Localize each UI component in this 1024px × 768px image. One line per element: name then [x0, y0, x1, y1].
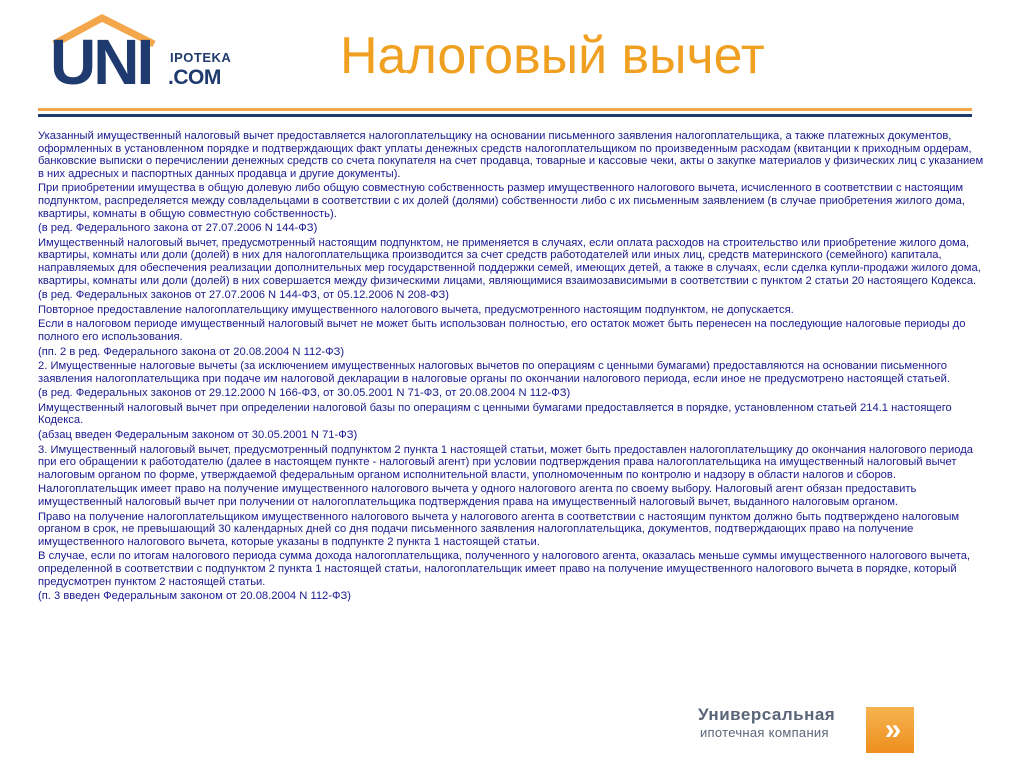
page-title: Налоговый вычет — [340, 27, 765, 85]
logo-com-text: .COM — [168, 66, 221, 89]
document-paragraph: В случае, если по итогам налогового периода сумма дохода налогоплательщика, полученного у налогового агента, оказалась меньше суммы имущественного налогового вычета, определенной в соответствии с подпунктом 2 пункта 1 настоящей статьи, налогоплательщик имеет право на получение имущественного налогового вычета в порядке, который предусмотрен пунктом 2 настоящей статьи. — [38, 550, 971, 588]
document-paragraph: Налогоплательщик имеет право на получение имущественного налогового вычета у одного налогового агента по своему выбору. Налоговый агент обязан предоставить имущественный налоговый вычет при получении от налогоплательщика подтверждения права на имущественный налоговый вычет, выданного налоговым органом. — [38, 483, 917, 509]
document-paragraph: Повторное предоставление налогоплательщику имущественного налогового вычета, предусмотренного настоящим подпунктом, не допускается. — [38, 303, 794, 316]
document-paragraph: (в ред. Федерального закона от 27.07.2006 N 144-ФЗ) — [38, 222, 318, 235]
document-paragraph: 3. Имущественный налоговый вычет, предусмотренный подпунктом 2 пункта 1 настоящей статьи, может быть предоставлен налогоплательщику до окончания налогового периода при его обращении к работодателю (далее в настоящем пункте - налоговый агент) при условии подтверждения права налогоплательщика на имущественный налоговый вычет налоговым органом по форме, утверждаемой федеральным органом исполнительной власти, уполномоченным по контролю и надзору в области налогов и сборов. — [38, 443, 974, 481]
header-rule-orange — [38, 108, 972, 111]
document-paragraph: (пп. 2 в ред. Федерального закона от 20.08.2004 N 112-ФЗ) — [38, 345, 345, 358]
document-paragraph: Имущественный налоговый вычет, предусмотренный настоящим подпунктом, не применяется в случаях, если оплата расходов на строительство или приобретение жилого дома, квартиры, комнаты или доли (долей) в них для налогоплательщика производится за счет средств работодателей или иных лиц, средств материнского (семейного) капитала, направляемых для обеспечения реализации дополнительных мер государственной поддержки семей, имеющих детей, а также в случаях, если сделка купли-продажи жилого дома, квартиры, комнаты или доли (долей) в них совершается между физическими лицами, являющимися взаимозависимыми в соответствии с пунктом 2 статьи 20 настоящего Кодекса. — [38, 236, 981, 287]
document-paragraph: (в ред. Федеральных законов от 27.07.2006 N 144-ФЗ, от 05.12.2006 N 208-ФЗ) — [38, 289, 449, 302]
company-brand — [698, 705, 835, 741]
document-paragraph: (п. 3 введен Федеральным законом от 20.08.2004 N 112-ФЗ) — [38, 590, 351, 603]
logo-ipoteka-text: IPOTEKA — [170, 50, 232, 65]
logo — [50, 14, 232, 98]
document-paragraph: (абзац введен Федеральным законом от 30.05.2001 N 71-ФЗ) — [38, 429, 358, 442]
document-paragraph: Имущественный налоговый вычет при определении налоговой базы по операциям с ценными бумагами предоставляется в порядке, установленном статьей 214.1 настоящего Кодекса. — [38, 401, 952, 427]
document-paragraph: При приобретении имущества в общую долевую либо общую совместную собственность размер имущественного налогового вычета, исчисленного в соответствии с настоящим подпунктом, распределяется между совладельцами в соответствии с их долей (долями) собственности либо с их письменным заявлением (в случае приобретения жилого дома, квартиры, комнаты в общую совместную собственность). — [38, 182, 965, 220]
double-chevron-right-icon: » — [866, 707, 914, 753]
document-paragraph: Если в налоговом периоде имущественный налоговый вычет не может быть использован полностью, его остаток может быть перенесен на последующие налоговые периоды до полного его использования. — [38, 318, 966, 343]
document-paragraph: Указанный имущественный налоговый вычет предоставляется налогоплательщику на основании письменного заявления налогоплательщика, а также платежных документов, оформленных в установленном порядке и подтверждающих факт уплаты денежных средств налогоплательщиком по произведенным расходам (квитанции к приходным ордерам, банковские выписки о перечислении денежных средств со счета покупателя на счет продавца, товарные и кассовые чеки, акты о закупке материалов у физических лиц с указанием в них адресных и паспортных данных продавца и другие документы). — [38, 130, 984, 180]
document-paragraph: Право на получение налогоплательщиком имущественного налогового вычета у налогового агента в соответствии с настоящим пунктом должно быть подтверждено налоговым органом в срок, не превышающий 30 календарных дней со дня подачи письменного заявления налогоплательщика, документов, подтверждающих право на получение имущественного налогового вычета, которые указаны в подпункте 2 пункта 1 настоящей статьи. — [38, 510, 960, 548]
document-paragraph: (в ред. Федеральных законов от 29.12.2000 N 166-ФЗ, от 30.05.2001 N 71-ФЗ, от 20.08.2004 N 112-ФЗ) — [38, 387, 571, 400]
document-body — [38, 130, 988, 605]
header-rule-navy — [38, 114, 972, 117]
logo-uni-text: UNI — [50, 26, 152, 98]
brand-line-1: Универсальная — [698, 705, 836, 724]
document-paragraph: 2. Имущественные налоговые вычеты (за исключением имущественных налоговых вычетов по операциям с ценными бумагами) предоставляются на основании письменного заявления налогоплательщика при подаче им налоговой декларации в налоговые органы по окончании налогового периода, если иное не предусмотрено настоящей статьей. — [38, 360, 950, 385]
brand-line-2: ипотечная компания — [700, 725, 829, 740]
